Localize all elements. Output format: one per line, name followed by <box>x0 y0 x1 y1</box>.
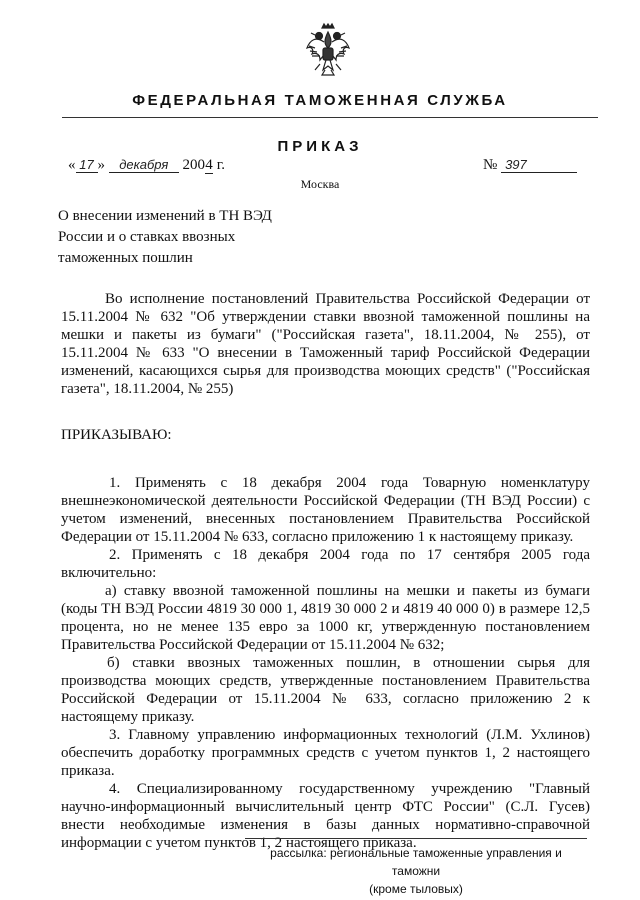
date-open-quote: « <box>68 157 76 173</box>
order-item-3: 3. Главному управлению информационных технологий (Л.М. Ухлинов) обеспечить доработку программных средств с учетом пунктов 1, 2 настоящего приказа. <box>61 727 590 779</box>
order-subject: О внесении изменений в ТН ВЭД России и о ставках ввозных таможенных пошлин <box>58 208 272 266</box>
distribution-line-2: (кроме тыловых) <box>369 882 463 896</box>
order-item-2b: б) ставки ввозных таможенных пошлин, в отношении сырья для производства моющих средств, утвержденные постановлением Правительства Российской Федерации от 15.11.2004 № 633, согласно приложению 2 к настоящему приказу. <box>61 655 590 725</box>
distribution-line-1: рассылка: региональные таможенные управления и таможни <box>270 846 562 878</box>
order-date <box>68 157 225 174</box>
order-item-2a: а) ставку ввозной таможенной пошлины на мешки и пакеты из бумаги (коды ТН ВЭД России 4819 30 000 1, 4819 30 000 2 и 4819 40 000 0) в размере 12,5 процента, но не менее 135 евро за 1000 кг, утвержденную постановлением Правительства Российской Федерации от 15.11.2004 № 632; <box>61 583 590 653</box>
header-divider <box>62 117 598 118</box>
date-year-suffix: г. <box>213 157 225 173</box>
date-day: 17 <box>76 157 98 173</box>
order-directive: ПРИКАЗЫВАЮ: <box>61 427 172 443</box>
coat-of-arms-icon <box>304 22 352 78</box>
date-close-quote: » <box>97 157 105 173</box>
date-year-digit: 4 <box>205 157 213 173</box>
order-title: ПРИКАЗ <box>277 138 363 155</box>
order-body <box>61 474 590 852</box>
date-month: декабря <box>109 157 179 173</box>
order-item-4: 4. Специализированному государственному учреждению "Главный научно-информационный вычислительный центр ФТС России" (С.Л. Гусев) внести необходимые изменения в базы данных нормативно-справочной информации с учетом пунктов 1, 2 настоящего приказа. <box>61 781 590 851</box>
order-item-1: 1. Применять с 18 декабря 2004 года Товарную номенклатуру внешнеэкономической деятельности Российской Федерации (ТН ВЭД России) с учетом изменений, внесенных постановлением Правительства Российской Федерации от 15.11.2004 № 633, согласно приложению 1 к настоящему приказу. <box>61 475 590 545</box>
date-year-prefix: 200 <box>182 157 205 173</box>
preamble-paragraph: Во исполнение постановлений Правительства Российской Федерации от 15.11.2004 № 632 "Об утверждении ставки ввозной таможенной пошлины на мешки и пакеты из бумаги" ("Российская газета", 18.11.2004, № 255), от 15.11.2004 № 633 "О внесении в Таможенный тариф Российской Федерации изменений, касающихся сырья для производства моющих средств" ("Российская газета", 18.11.2004, № 255) <box>61 291 590 397</box>
order-number <box>483 157 577 174</box>
order-number-label: № <box>483 157 498 173</box>
distribution-note <box>245 844 587 898</box>
distribution-divider <box>245 838 587 839</box>
city: Москва <box>300 177 340 191</box>
order-item-2: 2. Применять с 18 декабря 2004 года по 17 сентября 2005 года включительно: <box>61 547 590 581</box>
order-number-value: 397 <box>501 157 577 173</box>
agency-name: ФЕДЕРАЛЬНАЯ ТАМОЖЕННАЯ СЛУЖБА <box>132 92 508 109</box>
